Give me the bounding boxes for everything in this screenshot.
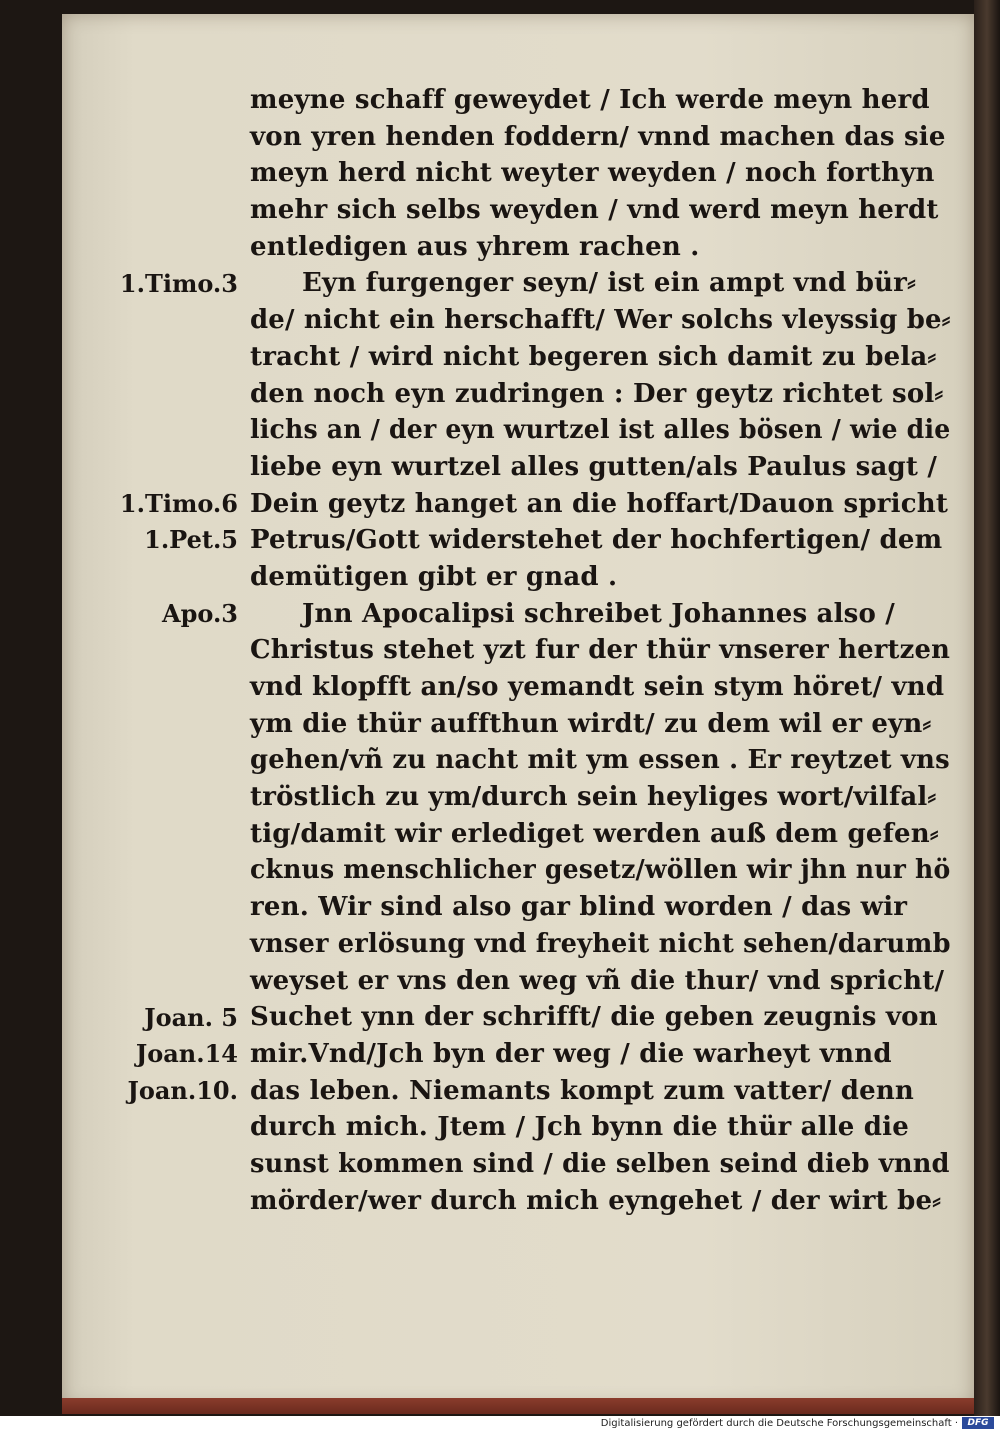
footer-bar bbox=[0, 1416, 1000, 1431]
text-line: meyn herd nicht weyter weyden / noch forthyn bbox=[250, 158, 935, 189]
text-line: das leben. Niemants kompt zum vatter/ denn bbox=[250, 1075, 915, 1106]
text-line: cknus menschlicher gesetz/wöllen wir jhn nur hö bbox=[250, 855, 951, 886]
book-edge bbox=[974, 0, 1000, 1416]
text-line: tracht / wird nicht begeren sich damit zu bela⸗ bbox=[250, 341, 937, 372]
text-line: gehen/vñ zu nacht mit ym essen . Er reytzet vns bbox=[250, 745, 950, 776]
text-line: entledigen aus yhrem rachen . bbox=[250, 231, 700, 262]
text-line: von yren henden foddern/ vnnd machen das sie bbox=[250, 121, 946, 152]
text-line: Jnn Apocalipsi schreibet Johannes also / bbox=[302, 598, 895, 629]
margin-reference: 1.Timo.6 bbox=[119, 488, 238, 518]
text-line: tröstlich zu ym/durch sein heyliges wort/vilfal⸗ bbox=[250, 782, 937, 813]
text-line: durch mich. Jtem / Jch bynn die thür alle die bbox=[250, 1112, 909, 1143]
text-line: den noch eyn zudringen : Der geytz richtet sol⸗ bbox=[250, 378, 944, 409]
text-line: mörder/wer durch mich eyngehet / der wirt be⸗ bbox=[250, 1185, 942, 1216]
text-line: sunst kommen sind / die selben seind dieb vnnd bbox=[250, 1148, 950, 1179]
text-line: Dein geytz hanget an die hoffart/Dauon spricht bbox=[250, 488, 949, 519]
margin-reference: Apo.3 bbox=[161, 598, 238, 628]
text-line: de/ nicht ein herschafft/ Wer solchs vleyssig be⸗ bbox=[250, 305, 951, 336]
text-line: ren. Wir sind also gar blind worden / das wir bbox=[250, 892, 908, 923]
page-bottom-edge bbox=[62, 1398, 974, 1414]
text-line: demütigen gibt er gnad . bbox=[250, 561, 618, 592]
text-line: Petrus/Gott widerstehet der hochfertigen/ dem bbox=[250, 525, 943, 556]
text-line: vnser erlösung vnd freyheit nicht sehen/darumb bbox=[250, 928, 951, 959]
text-line: lichs an / der eyn wurtzel ist alles bösen / wie die bbox=[250, 415, 951, 446]
margin-reference: 1.Timo.3 bbox=[119, 268, 238, 298]
text-line: Suchet ynn der schrifft/ die geben zeugnis von bbox=[250, 1002, 938, 1033]
text-line: tig/damit wir erlediget werden auß dem gefen⸗ bbox=[250, 818, 939, 849]
text-line: vnd klopfft an/so yemandt sein stym höret/ vnd bbox=[250, 672, 945, 702]
margin-reference: Joan.10. bbox=[127, 1075, 238, 1105]
text-line: liebe eyn wurtzel alles gutten/als Paulus sagt / bbox=[250, 451, 938, 482]
margin-reference: 1.Pet.5 bbox=[144, 525, 238, 555]
footer-credit: Digitalisierung gefördert durch die Deutsche Forschungsgemeinschaft · bbox=[600, 1418, 958, 1429]
text-line: Eyn furgenger seyn/ ist ein ampt vnd bür⸗ bbox=[302, 268, 916, 299]
text-line: Christus stehet yzt fur der thür vnserer hertzen bbox=[250, 635, 951, 666]
text-line: mir.Vnd/Jch byn der weg / die warheyt vnnd bbox=[250, 1038, 892, 1069]
margin-reference: Joan. 5 bbox=[144, 1002, 238, 1032]
text-line: meyne schaff geweydet / Ich werde meyn herd bbox=[250, 85, 930, 115]
main-text-block bbox=[250, 82, 950, 1219]
dfg-logo-icon: DFG bbox=[962, 1417, 994, 1429]
text-line: weyset er vns den weg vñ die thur/ vnd spricht/ bbox=[250, 965, 945, 996]
margin-reference: Joan.14 bbox=[135, 1039, 238, 1069]
text-line: ym die thür auffthun wirdt/ zu dem wil er eyn⸗ bbox=[250, 708, 932, 739]
text-line: mehr sich selbs weyden / vnd werd meyn herdt bbox=[250, 195, 939, 226]
